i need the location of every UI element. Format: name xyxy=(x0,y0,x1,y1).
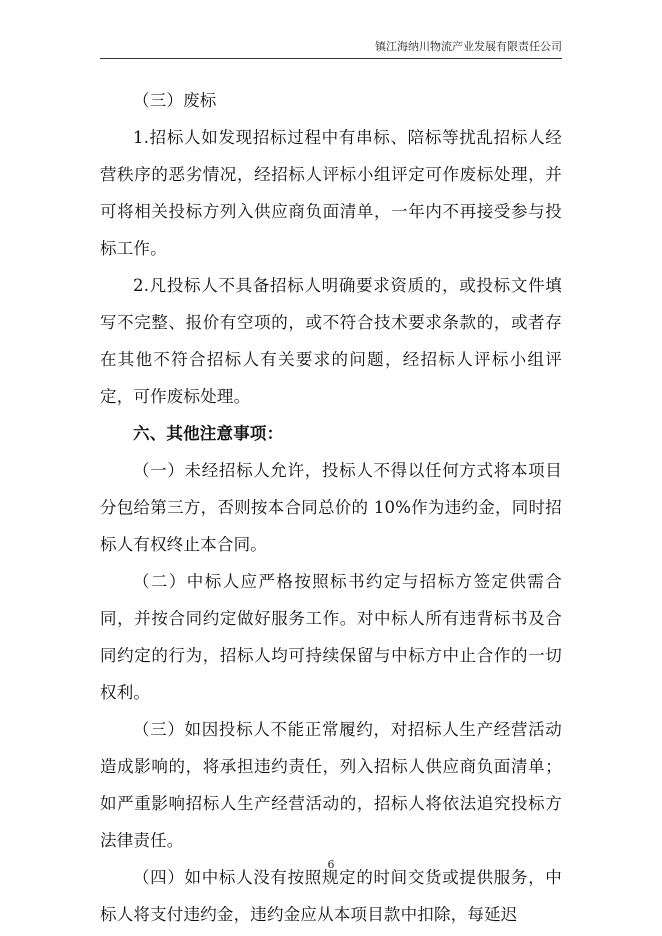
paragraph-abandon-2: 2.凡投标人不具备招标人明确要求资质的，或投标文件填写不完整、报价有空项的，或不符合技术要求条款的，或者存在其他不符合招标人有关要求的问题，经招标人评标小组评定，可作废标处理。 xyxy=(100,276,562,406)
paragraph-note-4: （四）如中标人没有按照规定的时间交货或提供服务，中标人将支付违约金，违约金应从本项目款中扣除，每延迟 xyxy=(100,868,562,924)
paragraph-note-1: （一）未经招标人允许，投标人不得以任何方式将本项目分包给第三方，否则按本合同总价的 10%作为违约金，同时招标人有权终止本合同。 xyxy=(100,461,562,554)
paragraph-note-2: （二）中标人应严格按照标书约定与招标方签定供需合同，并按合同约定做好服务工作。对中标人所有违背标书及合同约定的行为，招标人均可持续保留与中标方中止合作的一切权利。 xyxy=(100,572,562,702)
section-heading-other-notes: 六、其他注意事项： xyxy=(133,424,284,443)
header-rule xyxy=(100,58,562,59)
paragraph-abandon-1: 1.招标人如发现招标过程中有串标、陪标等扰乱招标人经营秩序的恶劣情况，经招标人评标小组评定可作废标处理，并可将相关投标方列入供应商负面清单，一年内不再接受参与投标工作。 xyxy=(100,128,562,258)
header-company: 镇江海纳川物流产业发展有限责任公司 xyxy=(375,40,562,53)
section-heading-abandoned-bid: （三）废标 xyxy=(133,91,217,110)
paragraph-note-3: （三）如因投标人不能正常履约，对招标人生产经营活动造成影响的，将承担违约责任，列入招标人供应商负面清单；如严重影响招标人生产经营活动的，招标人将依法追究投标方法律责任。 xyxy=(100,720,562,850)
page-number: 6 xyxy=(327,858,335,871)
document-body xyxy=(100,82,562,933)
